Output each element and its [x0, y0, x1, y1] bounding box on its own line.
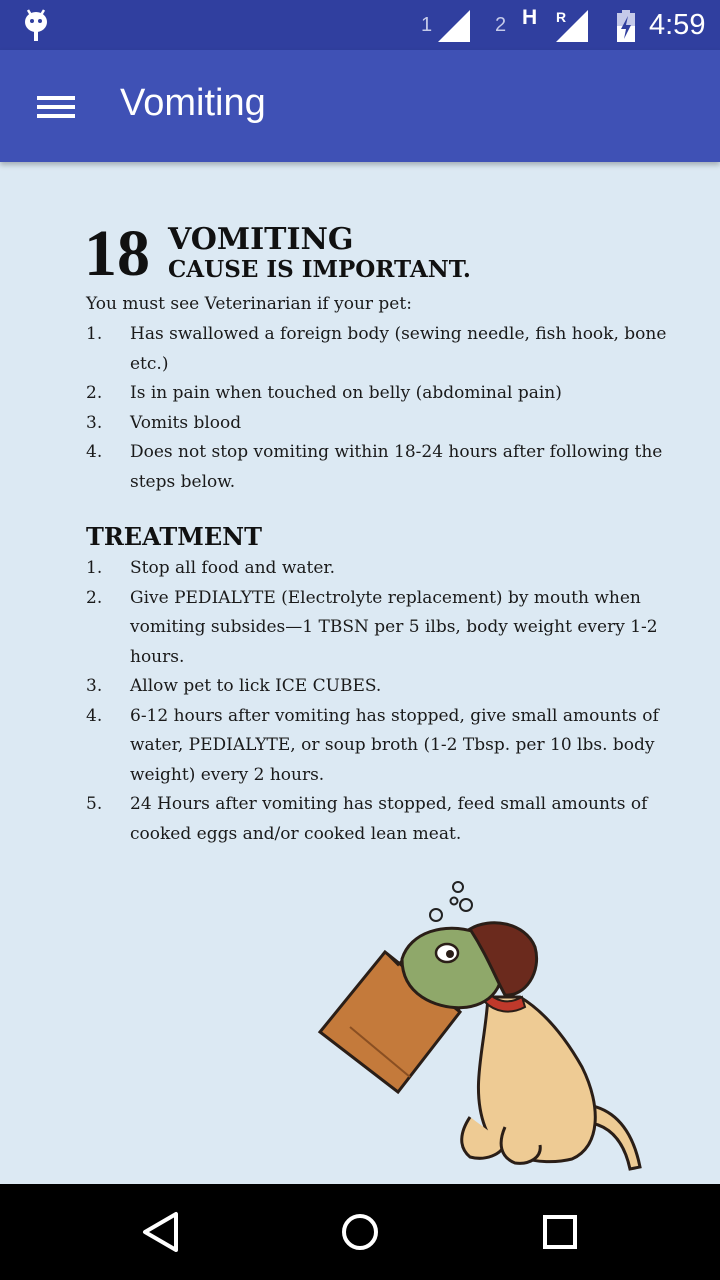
see-vet-intro: You must see Veterinarian if your pet:: [86, 294, 412, 314]
sim1-label: 1: [421, 14, 433, 36]
list-item-text: Does not stop vomiting within 18-24 hours after following the steps below.: [130, 442, 663, 492]
list-item-number: 4.: [86, 705, 103, 726]
list-item-text: 6-12 hours after vomiting has stopped, give small amounts of water, PEDIALYTE, or soup broth (1-2 Tbsp. per 10 lbs. body weight) every 2 hours.: [130, 705, 659, 785]
home-circle-icon: [330, 1206, 390, 1258]
menu-button[interactable]: [22, 78, 90, 134]
battery-charging-icon: [617, 10, 635, 42]
back-button[interactable]: [130, 1206, 190, 1258]
status-clock: 4:59: [649, 9, 706, 41]
list-item-text: Allow pet to lick ICE CUBES.: [130, 676, 382, 696]
signal-strength-roaming-icon: [556, 10, 588, 42]
list-item-text: Stop all food and water.: [130, 558, 336, 578]
list-item-number: 1.: [86, 558, 103, 578]
article-title: VOMITING: [168, 222, 354, 257]
recents-button[interactable]: [530, 1206, 590, 1258]
roaming-label: R: [556, 9, 567, 25]
list-item-number: 5.: [86, 794, 103, 814]
network-type-label: H: [522, 6, 538, 29]
home-button[interactable]: [330, 1206, 390, 1258]
treatment-list: [86, 554, 696, 849]
list-item: [86, 409, 696, 439]
back-triangle-icon: [130, 1206, 190, 1258]
list-item-text: Vomits blood: [130, 412, 242, 433]
list-item-number: 3.: [86, 412, 103, 433]
see-vet-list: [86, 320, 696, 497]
list-item-text: Give PEDIALYTE (Electrolyte replacement) by mouth when vomiting subsides—1 TBSN per 5 ilbs, body weight every 1-2 hours.: [130, 587, 658, 667]
hamburger-menu-icon-bar: [37, 105, 75, 109]
list-item: [86, 702, 696, 791]
article-subtitle: CAUSE IS IMPORTANT.: [168, 256, 471, 283]
list-item-text: Has swallowed a foreign body (sewing needle, fish hook, bone etc.): [130, 324, 667, 374]
recents-square-icon: [530, 1206, 590, 1258]
treatment-heading: TREATMENT: [86, 522, 262, 551]
hamburger-menu-icon-bar: [37, 114, 75, 118]
app-bar: [0, 50, 720, 162]
status-bar: [0, 0, 720, 50]
system-nav-bar: [0, 1184, 720, 1280]
article-content[interactable]: [0, 162, 720, 1184]
list-item: [86, 554, 696, 584]
list-item: [86, 379, 696, 409]
sim2-label: 2: [495, 14, 507, 36]
page-title: Vomiting: [120, 82, 266, 124]
sick-dog-illustration: [310, 877, 660, 1177]
list-item: [86, 584, 696, 673]
list-item-number: 2.: [86, 383, 103, 403]
list-item-text: 24 Hours after vomiting has stopped, feed small amounts of cooked eggs and/or cooked lean meat.: [130, 794, 648, 844]
signal-strength-icon: [438, 10, 470, 42]
list-item: [86, 672, 696, 702]
list-item: [86, 790, 696, 849]
article-number: 18: [84, 217, 150, 290]
list-item-number: 1.: [86, 324, 103, 344]
list-item-number: 3.: [86, 676, 103, 696]
android-debug-icon: [22, 8, 50, 42]
list-item-number: 2.: [86, 587, 103, 608]
list-item: [86, 320, 696, 379]
list-item-number: 4.: [86, 442, 103, 462]
list-item: [86, 438, 696, 497]
list-item-text: Is in pain when touched on belly (abdominal pain): [130, 383, 562, 403]
hamburger-menu-icon: [37, 96, 75, 100]
